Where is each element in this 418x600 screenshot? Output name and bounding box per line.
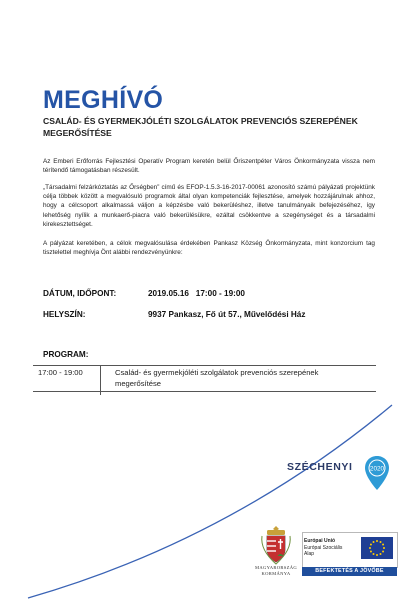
intro-paragraph: Az Emberi Erőforrás Fejlesztési Operatív Program keretén belül Őriszentpéter Város Önkormányzata vissza nem térítendő támogatásban részesült. <box>43 158 375 175</box>
eu-star <box>382 544 384 546</box>
page-subtitle: CSALÁD- ÉS GYERMEKJÓLÉTI SZOLGÁLATOK PREVENCIÓS SZEREPÉNEK MEGERŐSÍTÉSE <box>43 116 358 138</box>
eu-line1: Európai Unió <box>304 538 336 544</box>
government-line2: KORMÁNYA <box>261 570 291 576</box>
eu-star <box>383 547 385 549</box>
hungarian-coat-of-arms-icon <box>259 524 293 566</box>
invitation-paragraph: A pályázat keretében, a célok megvalósulása érdekében Pankasz Község Önkormányzata, mint konzorcium tag tisztelettel meghívja Önt alábbi rendezvényünkre: <box>43 240 375 257</box>
table-divider <box>100 365 101 395</box>
date-value: 2019.05.16 17:00 - 19:00 <box>148 289 245 298</box>
eu-star <box>376 554 378 556</box>
eu-star <box>373 553 375 555</box>
szechenyi-2020-pin-icon <box>364 455 390 491</box>
government-line1: MAGYARORSZÁG <box>255 565 297 570</box>
project-paragraph: „Társadalmi felzárkóztatás az Őrségben” című és EFOP-1.5.3-16-2017-00061 azonosító számú pályázati projektünk célja többek között a megvalósuló programok által olyan kompetenciák fejlesztése, amelyek hozzájárulnak ahhoz, hogy a célcsoport alkalmassá váljon a képzésbe való bekerüléshez, illetve tanulmányaik befejezéséhez, így lehetőség nyílik a munkaerő-piacra való bekerülésükre, ezáltal csökkentve a szegénységet és a társadalmi kirekesztettséget. <box>43 184 375 228</box>
program-description: Család- és gyermekjóléti szolgálatok prevenciós szerepének megerősítése <box>115 368 319 388</box>
eu-star <box>382 551 384 553</box>
eu-star <box>370 551 372 553</box>
eu-fund-text <box>304 538 356 558</box>
eu-star <box>373 541 375 543</box>
eu-line2: Európai Szociális <box>304 544 343 551</box>
place-value: 9937 Pankasz, Fő út 57., Művelődési Ház <box>148 310 306 319</box>
program-table <box>33 365 376 392</box>
date-label: DÁTUM, IDŐPONT: <box>43 289 117 298</box>
program-time: 17:00 - 19:00 <box>38 368 83 377</box>
eu-line3: Alap <box>304 551 315 558</box>
page-title: MEGHÍVÓ <box>43 86 164 114</box>
szechenyi-logo-text: SZÉCHENYI <box>287 461 353 473</box>
government-label <box>249 565 303 576</box>
szechenyi-year: 2020 <box>369 465 385 473</box>
eu-star <box>380 541 382 543</box>
eu-flag-icon <box>361 537 393 559</box>
eu-star <box>376 540 378 542</box>
eu-star <box>380 553 382 555</box>
place-label: HELYSZÍN: <box>43 310 86 319</box>
eu-slogan-banner: BEFEKTETÉS A JÖVŐBE <box>302 567 397 576</box>
eu-star <box>369 547 371 549</box>
eu-star <box>370 544 372 546</box>
program-label: PROGRAM: <box>43 350 89 359</box>
